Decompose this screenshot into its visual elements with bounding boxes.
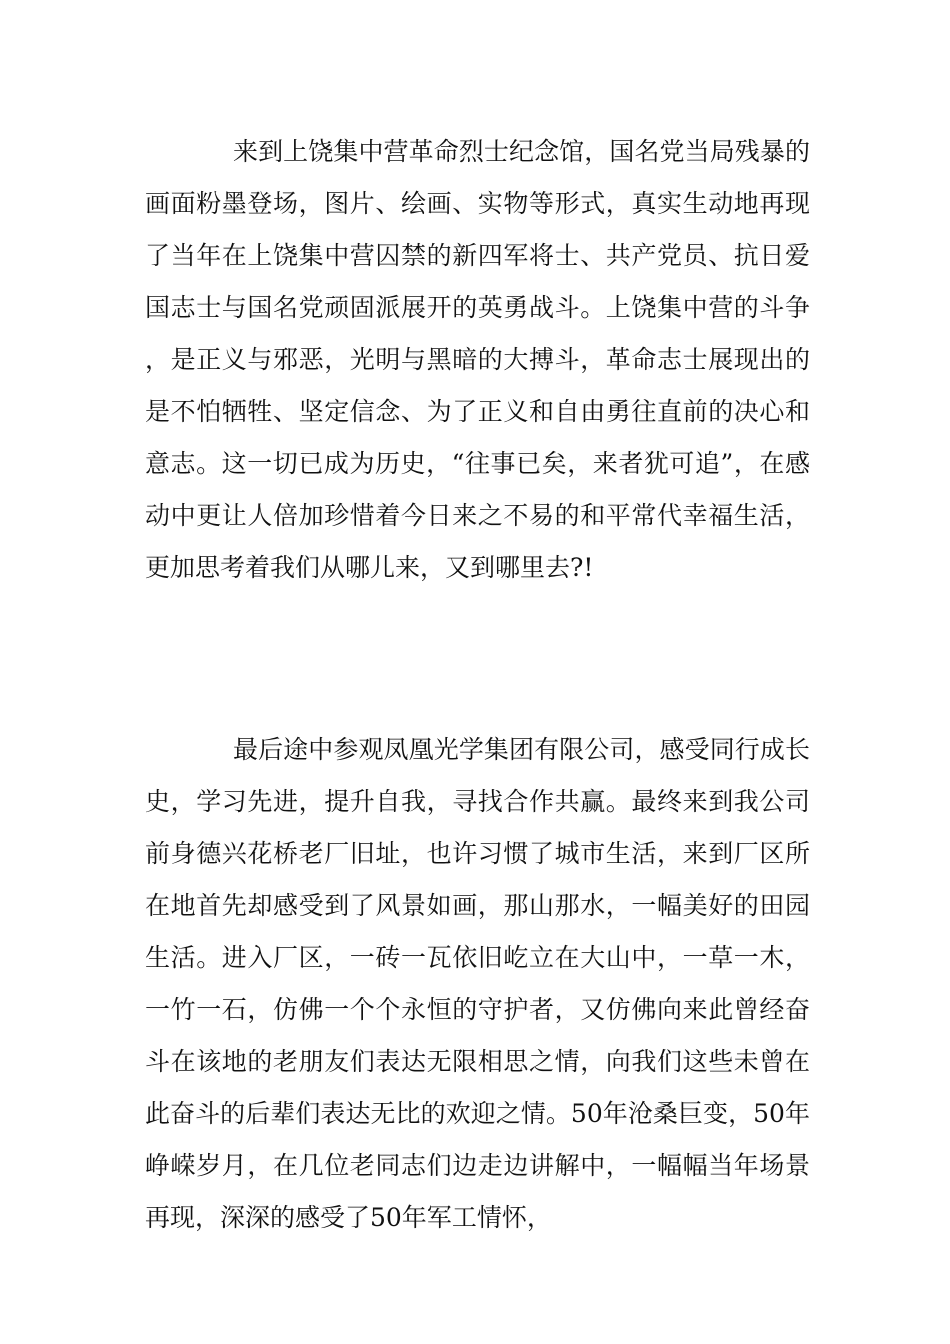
paragraph-shangrao-memorial: 来到上饶集中营革命烈士纪念馆，国名党当局残暴的画面粉墨登场，图片、绘画、实物等形式，真实生动地再现了当年在上饶集中营囚禁的新四军将士、共产党员、抗日爱国志士与国名党顽固派展开的英勇战斗。上饶集中营的斗争，是正义与邪恶，光明与黑暗的大搏斗，革命志士展现出的是不怕牺牲、坚定信念、为了正义和自由勇往直前的决心和意志。这一切已成为历史，“往事已矣，来者犹可追”，在感动中更让人倍加珍惜着今日来之不易的和平常代幸福生活，更加思考着我们从哪儿来，又到哪里去?! xyxy=(145,137,810,582)
paragraph-old-factory-visit: 最后途中参观凤凰光学集团有限公司，感受同行成长史，学习先进，提升自我，寻找合作共赢。最终来到我公司前身德兴花桥老厂旧址，也许习惯了城市生活，来到厂区所在地首先却感受到了风景如画，那山那水，一幅美好的田园生活。进入厂区，一砖一瓦依旧屹立在大山中，一草一木，一竹一石，仿佛一个个永恒的守护者，又仿佛向来此曾经奋斗在该地的老朋友们表达无限相思之情，向我们这些未曾在此奋斗的后辈们表达无比的欢迎之情。50年沧桑巨变，50年峥嵘岁月，在几位老同志们边走边讲解中，一幅幅当年场景再现，深深的感受了50年军工情怀， xyxy=(145,735,810,1232)
